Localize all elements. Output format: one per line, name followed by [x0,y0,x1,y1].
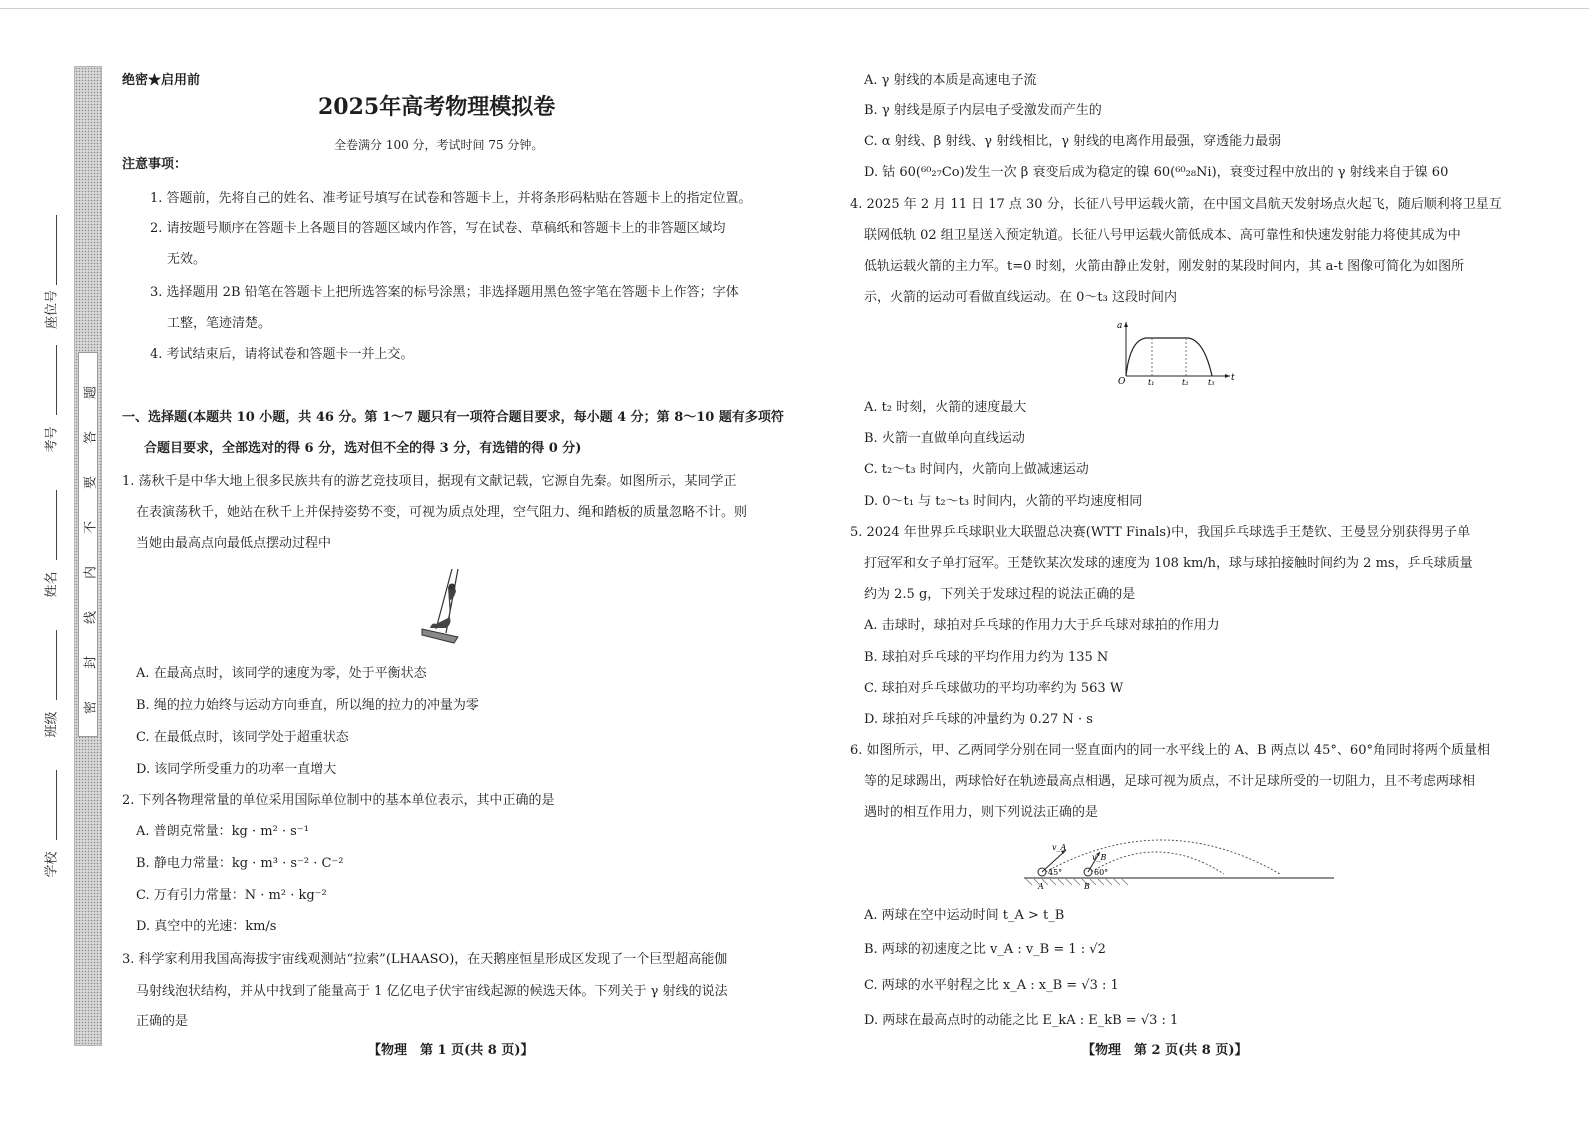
q1-option-d: D. 该同学所受重力的功率一直增大 [136,762,337,777]
exam-no-label: 考号 [44,426,60,453]
note-line: 3. 选择题用 2B 铅笔在答题卡上把所选答案的标号涂黑；非选择题用黑色签字笔在答题卡上作答；字体 [150,285,739,300]
page-title: 2025年高考物理模拟卷 [318,94,556,120]
point-b-label: B [1084,882,1090,891]
swing-figure [418,567,478,649]
q1-stem: 在表演荡秋千，她站在秋千上并保持姿势不变，可视为质点处理，空气阻力、绳和踏板的质量忽略不计。则 [136,505,748,520]
class-line [56,630,57,700]
point-a-label: A [1038,882,1044,891]
q6-option-b: B. 两球的初速度之比 v_A : v_B = 1 : √2 [864,942,1106,957]
q2-option-c: C. 万有引力常量：N · m² · kg⁻² [136,888,327,903]
name-line [56,490,57,560]
seal-char: 封 [83,656,99,670]
graph-t1-label: t₁ [1148,378,1155,386]
q4-option-d: D. 0～t₁ 与 t₂～t₃ 时间内，火箭的平均速度相同 [864,494,1143,509]
top-rule [0,8,1589,9]
q6-stem: 等的足球踢出，两球恰好在轨迹最高点相遇，足球可视为质点，不计足球所受的一切阻力，且不考虑两球相 [864,774,1476,789]
q1-option-b: B. 绳的拉力始终与运动方向垂直，所以绳的拉力的冲量为零 [136,698,479,713]
q3-stem: 马射线泡状结构，并从中找到了能量高于 1 亿亿电子伏宇宙线起源的候选天体。下列关于 γ 射线的说法 [136,984,728,999]
footer-page-2: 【物理 第 2 页(共 8 页)】 [1082,1043,1248,1058]
exam-info: 全卷满分 100 分，考试时间 75 分钟。 [334,138,544,152]
section-heading: 一、选择题(本题共 10 小题，共 46 分。第 1～7 题只有一项符合题目要求，每小题 4 分；第 8～10 题有多项符 [122,410,784,425]
q4-option-b: B. 火箭一直做单向直线运动 [864,431,1025,446]
seat-line [56,215,57,285]
q2-option-b: B. 静电力常量：kg · m³ · s⁻² · C⁻² [136,856,344,871]
seal-char: 要 [83,476,99,490]
school-line [56,770,57,840]
graph-t3-label: t₃ [1208,378,1215,386]
va-label: v_A [1052,843,1067,852]
angle-45-label: 45° [1048,868,1063,877]
q1-option-c: C. 在最低点时，该同学处于超重状态 [136,730,349,745]
seal-char: 不 [83,521,99,535]
q4-option-a: A. t₂ 时刻，火箭的速度最大 [864,400,1027,415]
q3-option-b: B. γ 射线是原子内层电子受激发而产生的 [864,103,1102,118]
section-heading: 合题目要求，全部选对的得 6 分，选对但不全的得 3 分，有选错的得 0 分) [144,441,582,456]
note-line: 2. 请按题号顺序在答题卡上各题目的答题区域内作答，写在试卷、草稿纸和答题卡上的非答题区域均 [150,221,726,236]
class-label: 班级 [44,711,60,738]
q3-stem: 正确的是 [136,1014,189,1029]
school-label: 学校 [44,851,60,878]
q6-stem: 遇时的相互作用力，则下列说法正确的是 [864,805,1099,820]
q1-stem: 当她由最高点向最低点摆动过程中 [136,536,332,551]
note-line: 工整，笔迹清楚。 [167,316,272,331]
secret-mark: 绝密★启用前 [122,73,201,88]
seal-char: 题 [83,386,99,400]
q2-stem: 2. 下列各物理常量的单位采用国际单位制中的基本单位表示，其中正确的是 [122,793,555,808]
q5-option-a: A. 击球时，球拍对乒乓球的作用力大于乒乓球对球拍的作用力 [864,618,1220,633]
footer-page-1: 【物理 第 1 页(共 8 页)】 [368,1043,534,1058]
q1-stem: 1. 荡秋千是中华大地上很多民族共有的游艺竞技项目，据现有文献记载，它源自先秦。如图所示，某同学正 [122,474,737,489]
q4-option-c: C. t₂～t₃ 时间内，火箭向上做减速运动 [864,462,1089,477]
q3-option-d: D. 钴 60(⁶⁰₂₇Co)发生一次 β 衰变后成为稳定的镍 60(⁶⁰₂₈Ni)，衰变过程中放出的 γ 射线来自于镍 60 [864,165,1449,180]
q5-option-d: D. 球拍对乒乓球的冲量约为 0.27 N · s [864,712,1093,727]
q6-option-c: C. 两球的水平射程之比 x_A : x_B = √3 : 1 [864,978,1119,993]
q2-option-d: D. 真空中的光速：km/s [136,919,277,934]
q4-stem: 低轨运载火箭的主力军。t=0 时刻，火箭由静止发射，刚发射的某段时间内，其 a-t 图像可简化为如图所 [864,259,1465,274]
name-label: 姓名 [44,571,60,598]
q6-option-d: D. 两球在最高点时的动能之比 E_kA : E_kB = √3 : 1 [864,1013,1179,1028]
seal-band [78,352,98,737]
q4-stem: 示，火箭的运动可看做直线运动。在 0～t₃ 这段时间内 [864,290,1177,305]
q1-option-a: A. 在最高点时，该同学的速度为零，处于平衡状态 [136,666,427,681]
q5-option-b: B. 球拍对乒乓球的平均作用力约为 135 N [864,650,1109,665]
q3-option-c: C. α 射线、β 射线、γ 射线相比，γ 射线的电离作用最强，穿透能力最弱 [864,134,1282,149]
q2-option-a: A. 普朗克常量：kg · m² · s⁻¹ [136,824,309,839]
q4-stem: 联网低轨 02 组卫星送入预定轨道。长征八号甲运载火箭低成本、高可靠性和快速发射能力将使其成为中 [864,228,1461,243]
graph-origin-label: O [1118,377,1126,386]
q6-stem: 6. 如图所示，甲、乙两同学分别在同一竖直面内的同一水平线上的 A、B 两点以 45°、60°角同时将两个质量相 [850,743,1490,758]
seal-char: 答 [83,431,99,445]
q5-stem: 打冠军和女子单打冠军。王楚钦某次发球的速度为 108 km/h，球与球拍接触时间约为 2 ms，乒乓球质量 [864,556,1473,571]
a-t-graph [1112,318,1236,386]
q3-option-a: A. γ 射线的本质是高速电子流 [864,73,1037,88]
note-line: 无效。 [167,252,207,267]
exam-no-line [56,345,57,415]
notes-heading: 注意事项： [122,157,188,172]
angle-60-label: 60° [1094,868,1109,877]
note-line: 4. 考试结束后，请将试卷和答题卡一并上交。 [150,347,414,362]
q4-stem: 4. 2025 年 2 月 11 日 17 点 30 分，长征八号甲运载火箭，在中国文昌航天发射场点火起飞，随后顺利将卫星互 [850,197,1502,212]
q3-stem: 3. 科学家利用我国高海拔宇宙线观测站“拉索”(LHAASO)，在天鹅座恒星形成区发现了一个巨型超高能伽 [122,952,728,967]
graph-x-label: t [1231,373,1235,383]
projectile-figure [1022,836,1336,892]
q5-stem: 约为 2.5 g，下列关于发球过程的说法正确的是 [864,587,1136,602]
note-line: 1. 答题前，先将自己的姓名、准考证号填写在试卷和答题卡上，并将条形码粘贴在答题卡上的指定位置。 [150,191,752,206]
q5-stem: 5. 2024 年世界乒乓球职业大联盟总决赛(WTT Finals)中，我国乒乓球选手王楚钦、王曼昱分别获得男子单 [850,525,1471,540]
q6-option-a: A. 两球在空中运动时间 t_A > t_B [864,908,1065,923]
graph-t2-label: t₂ [1182,378,1189,386]
q5-option-c: C. 球拍对乒乓球做功的平均功率约为 563 W [864,681,1124,696]
graph-y-label: a [1117,321,1123,331]
seal-char: 线 [83,611,99,625]
seal-char: 内 [83,566,99,580]
vb-label: v_B [1092,853,1107,862]
seat-label: 座位号 [44,290,60,330]
seal-char: 密 [83,701,99,715]
